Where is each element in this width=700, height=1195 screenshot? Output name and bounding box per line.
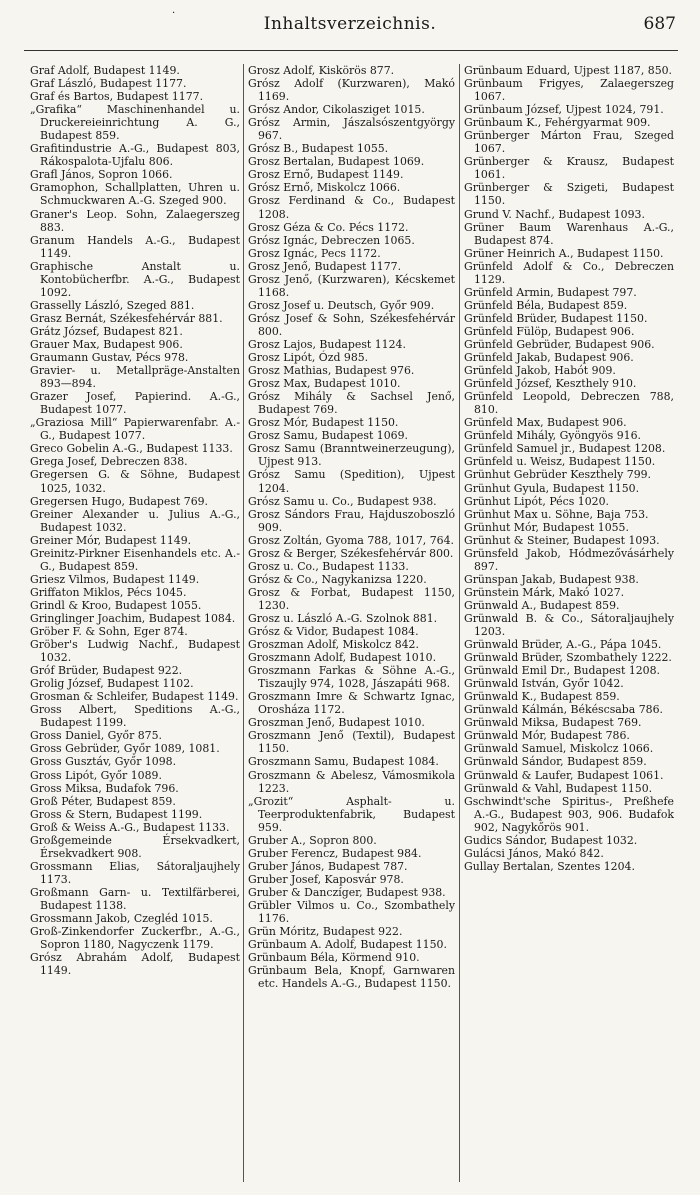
- index-entry: Gruber Ferencz, Budapest 984.: [248, 846, 422, 860]
- index-entry: Grósz Ignác, Debreczen 1065.: [248, 233, 415, 247]
- index-entry: Gröber F. & Sohn, Eger 874.: [30, 625, 188, 639]
- index-entry: Grund V. Nachf., Budapest 1093.: [464, 207, 645, 221]
- index-entry: Grünwald & Vahl, Budapest 1150.: [464, 781, 653, 795]
- index-entry: Grünwald Brüder, Szombathely 1222.: [464, 651, 672, 665]
- index-entry: Grünhut Gebrüder Keszthely 799.: [464, 468, 652, 482]
- index-entry: Grünwald Emil Dr., Budapest 1208.: [464, 664, 660, 678]
- index-entry: Gschwindt'sche Spiritus-, Preßhefe A.-G., Budapest 903, 906. Budafok 902, Nagykőrös 901.: [464, 794, 674, 834]
- index-entry: Greinitz-Pirkner Eisenhandels etc. A.-G., Budapest 859.: [30, 546, 240, 573]
- index-entry: Gross Albert, Speditions A.-G., Budapest 1199.: [30, 703, 240, 730]
- index-entry: Gross & Stern, Budapest 1199.: [30, 807, 203, 821]
- index-entry: „Grozit“ Asphalt- u. Teerproduktenfabrik, Budapest 959.: [248, 794, 455, 834]
- index-entry: Grósz Adolf (Kurzwaren), Makó 1169.: [248, 77, 455, 104]
- index-entry: Griffaton Miklos, Pécs 1045.: [30, 585, 187, 599]
- index-entry: Greiner Mór, Budapest 1149.: [30, 533, 192, 547]
- index-entry: Grünberger & Krausz, Budapest 1061.: [464, 155, 674, 182]
- index-entry: Grosman & Schleifer, Budapest 1149.: [30, 690, 239, 704]
- index-entry: Grünfeld Samuel jr., Budapest 1208.: [464, 442, 666, 456]
- index-entry: Grossmann Jakob, Czegléd 1015.: [30, 912, 213, 926]
- index-entry: Greco Gobelin A.-G., Budapest 1133.: [30, 442, 233, 456]
- index-entry: Grünbaum Eduard, Ujpest 1187, 850.: [464, 64, 673, 77]
- index-entry: Grósz Josef & Sohn, Székesfehérvár 800.: [248, 311, 455, 338]
- index-entry: Grünwald István, Győr 1042.: [464, 677, 624, 691]
- index-entry: Gross Daniel, Győr 875.: [30, 729, 163, 743]
- index-entry: Grünfeld Jakob, Habót 909.: [464, 364, 616, 378]
- index-entry: Grünfeld Fülöp, Budapest 906.: [464, 324, 635, 338]
- index-entry: Graf László, Budapest 1177.: [30, 77, 187, 91]
- index-entry: Grünwald K., Budapest 859.: [464, 690, 620, 704]
- header-mark: ·: [172, 8, 176, 19]
- index-entry: Grünhut Lipót, Pécs 1020.: [464, 494, 609, 508]
- index-entry: Grüner Heinrich A., Budapest 1150.: [464, 246, 664, 260]
- index-entry: Grosz Adolf, Kiskörös 877.: [248, 64, 395, 77]
- page-header: [0, 8, 700, 42]
- index-entry: Groß Péter, Budapest 859.: [30, 794, 176, 808]
- header-rule: [24, 50, 678, 51]
- index-entry: Grosz Ernő, Budapest 1149.: [248, 168, 404, 182]
- index-entry: Grósz Abrahám Adolf, Budapest 1149.: [30, 951, 240, 978]
- index-entry: Gross Miksa, Budafok 796.: [30, 781, 179, 795]
- index-entry: Grósz Andor, Cikolasziget 1015.: [248, 103, 425, 117]
- index-entry: Grolig József, Budapest 1102.: [30, 677, 194, 691]
- index-entry: Gregersen Hugo, Budapest 769.: [30, 494, 209, 508]
- index-entry: Grün Móritz, Budapest 922.: [248, 925, 403, 939]
- index-entry: Grünwald Sándor, Budapest 859.: [464, 755, 647, 769]
- index-entry: Graumann Gustav, Pécs 978.: [30, 351, 189, 365]
- index-entry: Gringlinger Joachim, Budapest 1084.: [30, 611, 236, 625]
- index-entry: Grosz u. László A.-G. Szolnok 881.: [248, 611, 438, 625]
- index-column-2: [248, 64, 455, 990]
- index-entry: Grafl János, Sopron 1066.: [30, 168, 173, 182]
- index-entry: Grünbaum Frigyes, Zalaegerszeg 1067.: [464, 77, 674, 104]
- index-entry: Grübler Vilmos u. Co., Szombathely 1176.: [248, 899, 455, 926]
- index-entry: Grünwald & Laufer, Budapest 1061.: [464, 768, 664, 782]
- index-entry: Grünhut Mór, Budapest 1055.: [464, 520, 629, 534]
- index-entry: Grünwald Miksa, Budapest 769.: [464, 716, 642, 730]
- index-entry: Grosz Mathias, Budapest 976.: [248, 364, 415, 378]
- index-entry: Grafitindustrie A.-G., Budapest 803, Rákospalota-Ujfalu 806.: [30, 142, 240, 169]
- index-entry: Grünhut Gyula, Budapest 1150.: [464, 481, 640, 495]
- index-entry: Grünfeld u. Weisz, Budapest 1150.: [464, 455, 656, 469]
- index-entry: Grossmann Elias, Sátoraljaujhely 1173.: [30, 859, 240, 886]
- index-entry: Grünfeld Gebrüder, Budapest 906.: [464, 337, 655, 351]
- index-entry: Grasselly László, Szeged 881.: [30, 298, 195, 312]
- index-entry: „Graziosa Mill“ Papierwarenfabr. A.-G., Budapest 1077.: [30, 416, 240, 443]
- index-entry: Grosz Zoltán, Gyoma 788, 1017, 764.: [248, 533, 454, 547]
- index-column-3: [464, 64, 674, 873]
- index-entry: Grünfeld Armin, Budapest 797.: [464, 285, 637, 299]
- index-entry: Groszmann & Abelesz, Vámosmikola 1223.: [248, 768, 455, 795]
- index-entry: Gudics Sándor, Budapest 1032.: [464, 833, 638, 847]
- index-entry: Grünwald Brüder, A.-G., Pápa 1045.: [464, 638, 662, 652]
- index-entry: Grósz Ernő, Miskolcz 1066.: [248, 181, 401, 195]
- index-entry: Gramophon, Schallplatten, Uhren u. Schmuckwaren A.-G. Szeged 900.: [30, 181, 240, 208]
- index-entry: Gross Lipót, Győr 1089.: [30, 768, 162, 782]
- index-entry: Grünberger & Szigeti, Budapest 1150.: [464, 181, 674, 208]
- index-entry: Grünfeld József, Keszthely 910.: [464, 377, 637, 391]
- index-entry: Gravier- u. Metallpräge-Anstalten 893—894.: [30, 364, 240, 391]
- index-entry: Grünfeld Mihály, Gyöngyös 916.: [464, 429, 641, 443]
- index-entry: Großgemeinde Érsekvadkert, Érsekvadkert 908.: [30, 833, 240, 860]
- index-entry: Grósz Samu (Spedition), Ujpest 1204.: [248, 468, 455, 495]
- index-entry: Grega Josef, Debreczen 838.: [30, 455, 188, 469]
- index-entry: Groszmann Jenő (Textil), Budapest 1150.: [248, 729, 455, 756]
- index-entry: Gulácsi János, Makó 842.: [464, 846, 604, 860]
- index-entry: Grünfeld Brüder, Budapest 1150.: [464, 311, 648, 325]
- index-entry: Grósz & Co., Nagykanizsa 1220.: [248, 572, 427, 586]
- index-entry: Grünbaum Béla, Körmend 910.: [248, 951, 420, 965]
- index-entry: Gruber & Danczíger, Budapest 938.: [248, 885, 446, 899]
- index-entry: Grátz József, Budapest 821.: [30, 324, 183, 338]
- index-entry: Groß & Weiss A.-G., Budapest 1133.: [30, 820, 230, 834]
- index-entry: Gross Gusztáv, Győr 1098.: [30, 755, 177, 769]
- index-entry: Gruber János, Budapest 787.: [248, 859, 408, 873]
- index-entry: Grüner Baum Warenhaus A.-G., Budapest 874.: [464, 220, 674, 247]
- index-entry: Groszman Adolf, Miskolcz 842.: [248, 638, 419, 652]
- index-entry: Großmann Garn- u. Textilfärberei, Budapest 1138.: [30, 885, 240, 912]
- index-entry: Graf Adolf, Budapest 1149.: [30, 64, 180, 77]
- index-entry: Grósz Mihály & Sachsel Jenő, Budapest 769.: [248, 390, 455, 417]
- index-entry: Grünfeld Béla, Budapest 859.: [464, 298, 628, 312]
- index-entry: Graner's Leop. Sohn, Zalaegerszeg 883.: [30, 207, 240, 234]
- index-entry: Greiner Alexander u. Julius A.-G., Budapest 1032.: [30, 507, 240, 534]
- index-entry: Grünsfeld Jakob, Hódmezővásárhely 897.: [464, 546, 674, 573]
- index-entry: Grosz u. Co., Budapest 1133.: [248, 559, 409, 573]
- index-entry: Grünbaum Bela, Knopf, Garnwaren etc. Handels A.-G., Budapest 1150.: [248, 964, 455, 991]
- index-entry: Groszman Jenő, Budapest 1010.: [248, 716, 425, 730]
- index-entry: Grósz & Vidor, Budapest 1084.: [248, 625, 419, 639]
- index-entry: Grósz B., Budapest 1055.: [248, 142, 389, 156]
- index-entry: Grünstein Márk, Makó 1027.: [464, 585, 625, 599]
- index-entry: Groszmann Farkas & Söhne A.-G., Tiszaujly 974, 1028, Jászapáti 968.: [248, 664, 455, 691]
- index-entry: Grünbaum József, Ujpest 1024, 791.: [464, 103, 664, 117]
- index-entry: Grosz Jenő, Budapest 1177.: [248, 259, 402, 273]
- index-entry: Gruber A., Sopron 800.: [248, 833, 377, 847]
- index-entry: Grosz Lipót, Ózd 985.: [248, 351, 369, 365]
- index-entry: Graphische Anstalt u. Kontobücherfbr. A.-G., Budapest 1092.: [30, 259, 240, 299]
- index-entry: Groß-Zinkendorfer Zuckerfbr., A.-G., Sopron 1180, Nagyczenk 1179.: [30, 925, 240, 952]
- index-entry: Grünfeld Leopold, Debreczen 788, 810.: [464, 390, 674, 417]
- index-entry: Grünfeld Adolf & Co., Debreczen 1129.: [464, 259, 674, 286]
- index-entry: Grosz Max, Budapest 1010.: [248, 377, 401, 391]
- index-entry: Grosz Ignác, Pecs 1172.: [248, 246, 381, 260]
- index-entry: Grosz Samu, Budapest 1069.: [248, 429, 408, 443]
- index-entry: Grünbaum A. Adolf, Budapest 1150.: [248, 938, 447, 952]
- index-entry: Grünwald Mór, Budapest 786.: [464, 729, 630, 743]
- index-entry: Graf és Bartos, Budapest 1177.: [30, 90, 204, 104]
- index-entry: Grosz & Forbat, Budapest 1150, 1230.: [248, 585, 455, 612]
- index-entry: Grosz Géza & Co. Pécs 1172.: [248, 220, 409, 234]
- page-title: Inhaltsverzeichnis.: [263, 14, 437, 34]
- index-entry: Griesz Vilmos, Budapest 1149.: [30, 572, 200, 586]
- page-number: 687: [643, 14, 676, 34]
- index-entry: Grünhut & Steiner, Budapest 1093.: [464, 533, 660, 547]
- index-entry: Grünspan Jakab, Budapest 938.: [464, 572, 639, 586]
- column-separator: [459, 64, 460, 1182]
- index-entry: Groszmann Samu, Budapest 1084.: [248, 755, 439, 769]
- index-entry: Grosz Sándors Frau, Hajduszoboszló 909.: [248, 507, 455, 534]
- index-entry: Grosz Bertalan, Budapest 1069.: [248, 155, 425, 169]
- index-entry: Gross Gebrüder, Győr 1089, 1081.: [30, 742, 220, 756]
- index-entry: Grasz Bernát, Székesfehérvár 881.: [30, 311, 223, 325]
- index-entry: Gregersen G. & Söhne, Budapest 1025, 1032.: [30, 468, 240, 495]
- index-entry: Grindl & Kroo, Budapest 1055.: [30, 598, 202, 612]
- index-entry: Groszmann Imre & Schwartz Ignac, Orosháza 1172.: [248, 690, 455, 717]
- index-entry: Grósz Armin, Jászalsószentgyörgy 967.: [248, 116, 455, 143]
- index-entry: Gruber Josef, Kaposvár 978.: [248, 872, 404, 886]
- index-entry: Grünfeld Max, Budapest 906.: [464, 416, 627, 430]
- index-entry: Grosz Jenő, (Kurzwaren), Kécskemet 1168.: [248, 272, 455, 299]
- index-entry: „Grafika“ Maschinenhandel u. Druckereieinrichtung A. G., Budapest 859.: [30, 103, 240, 143]
- index-column-1: [30, 64, 240, 977]
- index-entry: Gröber's Ludwig Nachf., Budapest 1032.: [30, 638, 240, 665]
- index-entry: Grosz Mór, Budapest 1150.: [248, 416, 399, 430]
- index-entry: Grósz Samu u. Co., Budapest 938.: [248, 494, 437, 508]
- index-entry: Granum Handels A.-G., Budapest 1149.: [30, 233, 240, 260]
- index-entry: Grosz Lajos, Budapest 1124.: [248, 337, 406, 351]
- column-separator: [243, 64, 244, 1182]
- index-entry: Grünhut Max u. Söhne, Baja 753.: [464, 507, 649, 521]
- index-entry: Grosz & Berger, Székesfehérvár 800.: [248, 546, 454, 560]
- index-entry: Grosz Josef u. Deutsch, Győr 909.: [248, 298, 435, 312]
- index-entry: Grünwald Samuel, Miskolcz 1066.: [464, 742, 654, 756]
- index-entry: Grünwald A., Budapest 859.: [464, 598, 620, 612]
- index-entry: Gullay Bertalan, Szentes 1204.: [464, 859, 635, 873]
- index-entry: Grünbaum K., Fehérgyarmat 909.: [464, 116, 651, 130]
- index-entry: Grosz Samu (Branntweinerzeugung), Ujpest 913.: [248, 442, 455, 469]
- index-entry: Groszmann Adolf, Budapest 1010.: [248, 651, 437, 665]
- index-entry: Grünberger Márton Frau, Szeged 1067.: [464, 129, 674, 156]
- index-entry: Gróf Brüder, Budapest 922.: [30, 664, 183, 678]
- index-entry: Grünwald Kálmán, Békéscsaba 786.: [464, 703, 663, 717]
- index-entry: Grünwald B. & Co., Sátoraljaujhely 1203.: [464, 611, 674, 639]
- index-entry: Grauer Max, Budapest 906.: [30, 337, 183, 351]
- index-entry: Grünfeld Jakab, Budapest 906.: [464, 351, 634, 365]
- index-entry: Grosz Ferdinand & Co., Budapest 1208.: [248, 194, 455, 221]
- index-entry: Grazer Josef, Papierind. A.-G., Budapest 1077.: [30, 390, 240, 417]
